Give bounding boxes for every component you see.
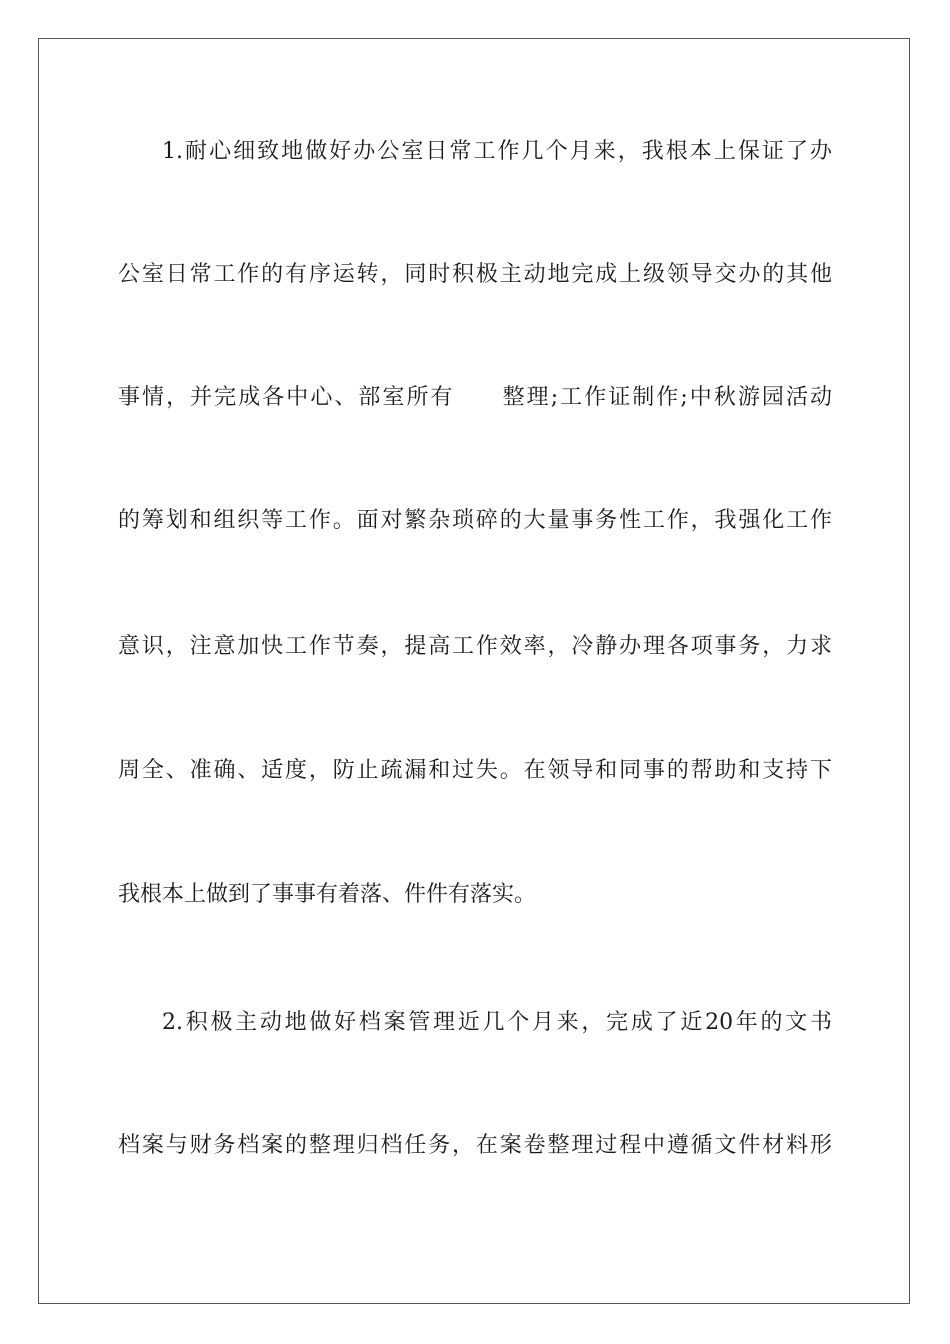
paragraph-2-line-1: 2.积极主动地做好档案管理近几个月来，完成了近20年的文书 — [162, 1010, 832, 1035]
page-frame — [38, 38, 910, 1304]
paragraph-1-line-2: 公室日常工作的有序运转，同时积极主动地完成上级领导交办的其他 — [118, 262, 832, 287]
paragraph-1-line-5: 意识，注意加快工作节奏，提高工作效率，冷静办理各项事务，力求 — [118, 634, 832, 659]
paragraph-1-line-4: 的筹划和组织等工作。面对繁杂琐碎的大量事务性工作，我强化工作 — [118, 508, 832, 533]
paragraph-1-line-3: 事情，并完成各中心、部室所有 整理;工作证制作;中秋游园活动 — [118, 385, 832, 410]
paragraph-1-line-6: 周全、准确、适度，防止疏漏和过失。在领导和同事的帮助和支持下 — [118, 758, 832, 783]
paragraph-1-line-1: 1.耐心细致地做好办公室日常工作几个月来，我根本上保证了办 — [162, 139, 832, 164]
paragraph-1-line-7: 我根本上做到了事事有着落、件件有落实。 — [118, 882, 537, 907]
paragraph-2-line-2: 档案与财务档案的整理归档任务，在案卷整理过程中遵循文件材料形 — [118, 1133, 832, 1158]
